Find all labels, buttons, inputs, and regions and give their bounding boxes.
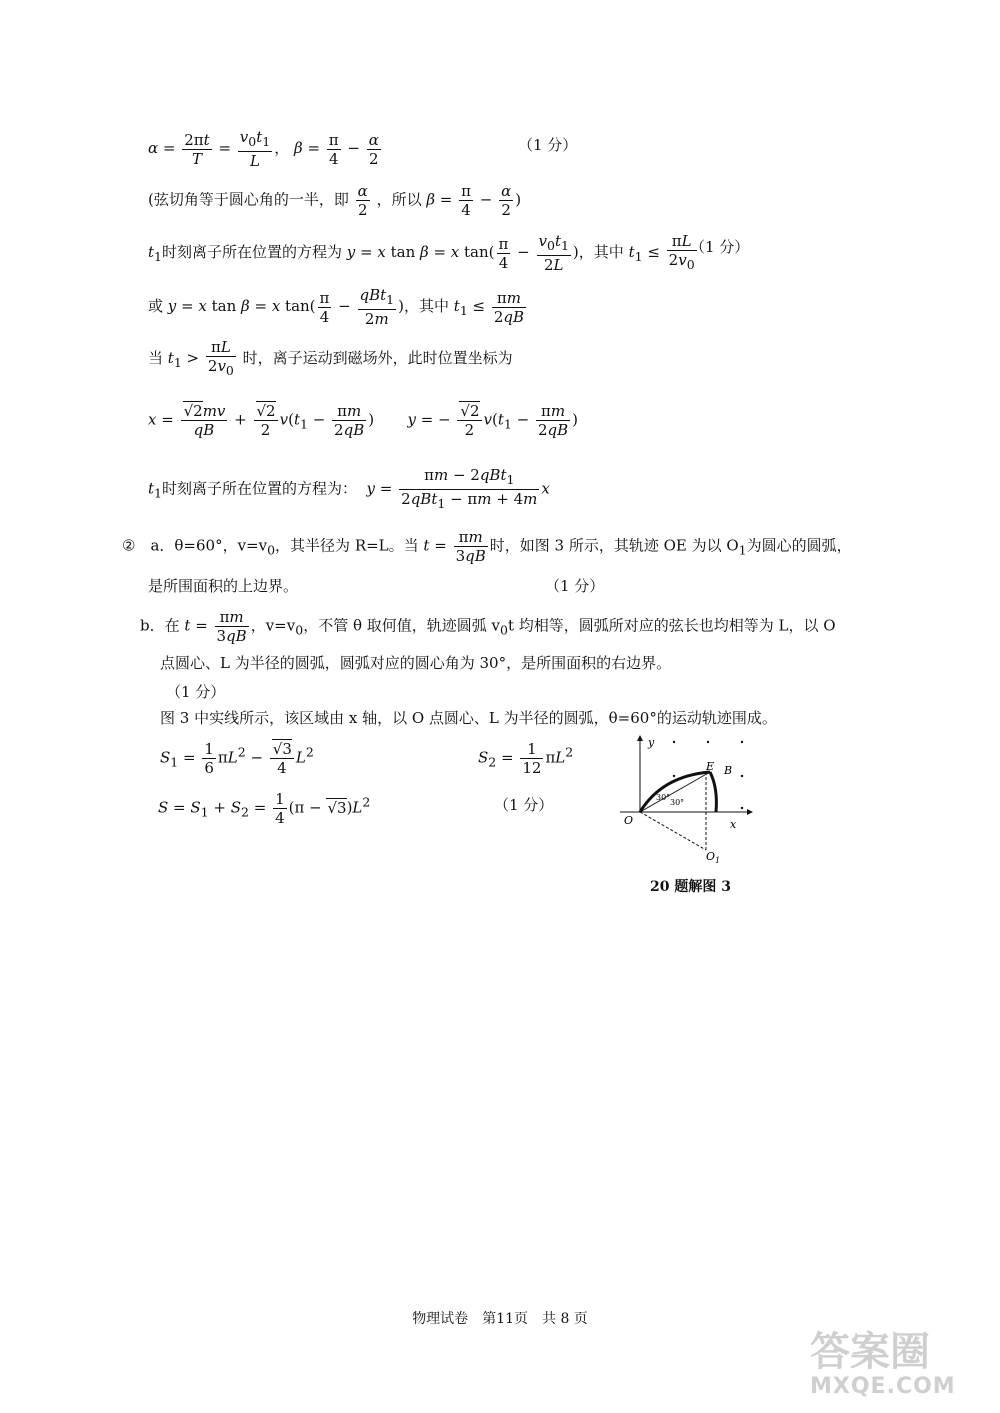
watermark-top: 答案圈 bbox=[810, 1329, 930, 1375]
x-label: x bbox=[730, 818, 737, 831]
eq-trajectory-3: $t_1$时刻离子所在位置的方程为： y = $\frac{\pi m - 2qBt_1}{2qBt_1 - \pi m + 4m}$ x bbox=[148, 466, 550, 511]
trajectory-figure bbox=[610, 732, 760, 872]
y-label: y bbox=[648, 736, 655, 749]
e-label: E bbox=[706, 760, 715, 773]
b-label: B bbox=[724, 764, 733, 777]
o1-label: $O_1$ bbox=[706, 850, 721, 865]
eq-s2: $S_2$ = $\frac{1}{12}$ $\pi L^2$ bbox=[478, 740, 574, 777]
angle-label-2: 30° bbox=[670, 798, 685, 807]
part2-b: b．在 t = $\frac{\pi m}{3qB}$ ，$v=v_0$，不管 θ 取何值，轨迹圆弧 $v_0t$ 均相等，圆弧所对应的弦长也均相等为 L，以 O bbox=[140, 608, 836, 645]
radius-line bbox=[640, 812, 706, 850]
score-2: （1 分） bbox=[690, 238, 750, 256]
angle-label-1: 30° bbox=[656, 793, 671, 802]
part2-b-line4: 图 3 中实线所示，该区域由 x 轴，以 O 点圆心、L 为半径的圆弧，θ=60°的运动轨迹围成。 bbox=[160, 709, 777, 727]
score-5: （1 分） bbox=[494, 796, 554, 814]
eq-coordinates: x = $\frac{√2mv}{qB}$ + $\frac{√2}{2}$ $v(t_1$ − $\frac{\pi m}{2qB}$ ) y = − $\frac{√2}{2}$ $v(t_1$ − $\frac{\pi m}{2qB}$ ) bbox=[148, 402, 578, 439]
eq-alpha-beta: α = $\frac{2\pi t}{T}$ = $\frac{v_0t_1}{L}$ ， β = $\frac{\pi}{4}$ − $\frac{\alpha}{2}$ bbox=[148, 128, 379, 170]
page-footer: 物理试卷 第11页 共 8 页 bbox=[412, 1311, 588, 1327]
eq-s1: $S_1$ = $\frac{1}{6}$ $\pi L^2$ − $\frac{√3}{4}$ $L^2$ bbox=[160, 740, 314, 777]
watermark-bottom: MXQE.COM bbox=[810, 1374, 956, 1399]
eq-trajectory-2: 或 y = x tan β = x tan( $\frac{\pi}{4}$ − $\frac{qBt_1}{2m}$ )，其中 $t_1$ ≤ $\frac{\pi m}{2qB}$ bbox=[148, 286, 525, 328]
score-3: （1 分） bbox=[545, 577, 605, 595]
o-label: O bbox=[624, 814, 634, 827]
part2-b-line2: 点圆心、L 为半径的圆弧，圆弧对应的圆心角为 30°，是所围面积的右边界。 bbox=[160, 654, 672, 672]
part2-a-line2: 是所围面积的上边界。 bbox=[148, 577, 299, 595]
part2-a: ② a．θ=60°，$v=v_0$，其半径为 R=L。当 t = $\frac{\pi m}{3qB}$ 时，如图 3 所示，其轨迹 OE 为以 $O_1$为圆心的圆弧， bbox=[122, 528, 852, 565]
eq-s-total: $S = S_1 + S_2$ = $\frac{1}{4}$ $(\pi - √3)L^2$ bbox=[158, 790, 371, 827]
condition-outside: 当 $t_1$ > $\frac{\pi L}{2v_0}$ 时，离子运动到磁场外，此时位置坐标为 bbox=[148, 338, 513, 378]
arc-right bbox=[710, 772, 716, 812]
watermark-logo bbox=[810, 1330, 990, 1410]
chord-note: (弦切角等于圆心角的一半，即 $\frac{\alpha}{2}$ ，所以 β = $\frac{\pi}{4}$ − $\frac{\alpha}{2}$ ) bbox=[148, 182, 522, 219]
score-1: （1 分） bbox=[518, 136, 578, 154]
eq-trajectory-1: $t_1$时刻离子所在位置的方程为 y = x tan β = x tan( $\frac{\pi}{4}$ − $\frac{v_0t_1}{2L}$ )，其中 $t_1$ ≤ $\frac{\pi L}{2v_0}$ bbox=[148, 232, 695, 274]
figure-caption: 20 题解图 3 bbox=[650, 879, 731, 895]
score-4: （1 分） bbox=[166, 683, 226, 701]
